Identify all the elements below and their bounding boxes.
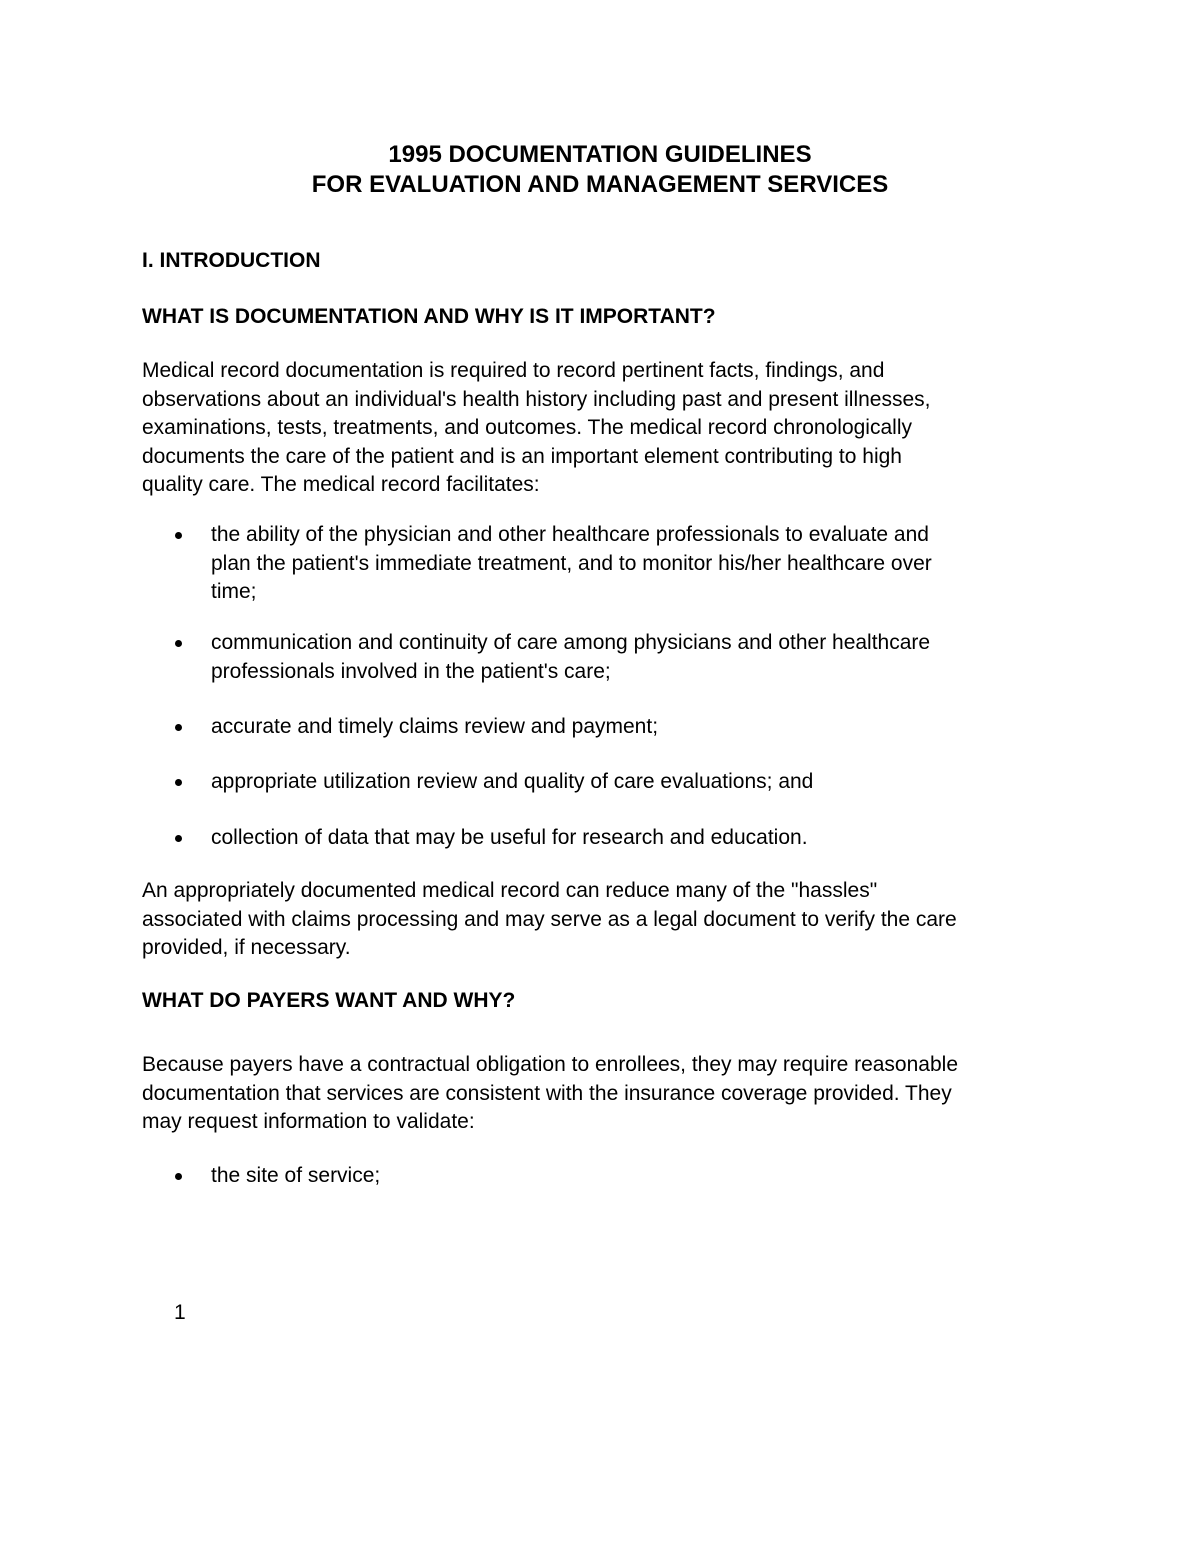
paragraph-line: quality care. The medical record facilitates: — [142, 473, 540, 496]
bullet-icon — [175, 724, 182, 731]
title-line-2: FOR EVALUATION AND MANAGEMENT SERVICES — [311, 171, 889, 198]
document-title — [0, 140, 1200, 200]
paragraph-intro — [142, 357, 1072, 500]
bullet-icon — [175, 779, 182, 786]
page-number: 1 — [174, 1301, 186, 1324]
paragraph-line: documentation that services are consistent with the insurance coverage provided. They — [142, 1081, 952, 1105]
section-heading-what-is-documentation: WHAT IS DOCUMENTATION AND WHY IS IT IMPORTANT? — [142, 305, 716, 328]
paragraph-line: provided, if necessary. — [142, 936, 351, 959]
paragraph-hassles — [142, 877, 1072, 963]
bullet-icon — [175, 835, 182, 842]
list-item-line: professionals involved in the patient's care; — [211, 659, 611, 683]
list-item-line: time; — [211, 580, 257, 603]
paragraph-line: associated with claims processing and may serve as a legal document to verify the care — [142, 907, 957, 931]
list-item-line: plan the patient's immediate treatment, and to monitor his/her healthcare over — [211, 551, 932, 575]
paragraph-line: may request information to validate: — [142, 1110, 475, 1133]
paragraph-line: examinations, tests, treatments, and outcomes. The medical record chronologically — [142, 416, 912, 439]
list-item-line: collection of data that may be useful for research and education. — [211, 826, 808, 849]
section-heading-what-do-payers-want: WHAT DO PAYERS WANT AND WHY? — [142, 989, 516, 1012]
bullet-icon — [175, 532, 182, 539]
title-line-1: 1995 DOCUMENTATION GUIDELINES — [388, 141, 812, 168]
paragraph-line: An appropriately documented medical record can reduce many of the "hassles" — [142, 879, 878, 902]
paragraph-payers — [142, 1051, 1072, 1137]
section-heading-introduction: I. INTRODUCTION — [142, 249, 321, 272]
bullet-icon — [175, 1173, 182, 1180]
list-item-line: appropriate utilization review and quality of care evaluations; and — [211, 770, 814, 793]
bullet-icon — [175, 640, 182, 647]
paragraph-line: Medical record documentation is required to record pertinent facts, findings, and — [142, 359, 885, 382]
paragraph-line: observations about an individual's health history including past and present illnesses, — [142, 387, 931, 411]
paragraph-line: Because payers have a contractual obligation to enrollees, they may require reasonable — [142, 1053, 958, 1076]
list-item-line: communication and continuity of care among physicians and other healthcare — [211, 631, 931, 654]
list-item-line: the site of service; — [211, 1164, 381, 1187]
paragraph-line: documents the care of the patient and is an important element contributing to high — [142, 444, 902, 468]
list-item-line: accurate and timely claims review and payment; — [211, 715, 659, 738]
list-item-line: the ability of the physician and other healthcare professionals to evaluate and — [211, 523, 929, 546]
